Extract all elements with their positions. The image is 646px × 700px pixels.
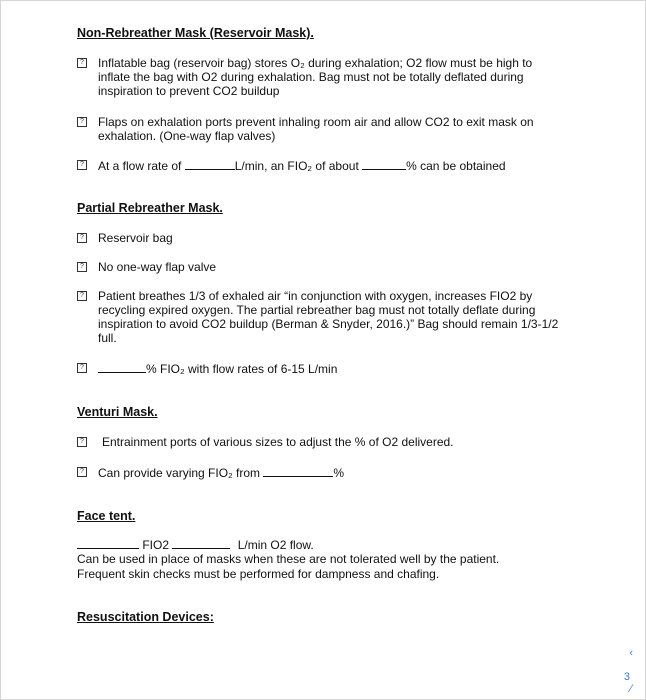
fill-in-blank[interactable] [263,465,333,477]
facetent-heading: Face tent. [77,509,136,523]
bullet-icon: ? [77,58,87,68]
slash-icon: ∕ [630,683,632,695]
list-item [77,289,567,345]
bullet-icon: ? [77,262,87,272]
bullet-icon: ? [77,160,87,170]
list-item [77,465,567,480]
item-text [98,465,567,480]
list-item [77,158,567,173]
fill-in-blank[interactable] [172,537,230,549]
item-text: Reservoir bag [98,231,173,245]
facetent-line: Can be used in place of masks when these are not tolerated well by the patient. [77,552,500,566]
list-item [77,231,567,245]
list-item [77,115,567,143]
bullet-icon: ? [77,117,87,127]
item-text: Entrainment ports of various sizes to adjust the % of O2 delivered. [102,435,454,449]
item-text: Inflatable bag (reservoir bag) stores O₂ during exhalation; O2 flow must be high to inflate the bag with O2 during exhalation. Bag must not be totally deflated during inspiration to prevent CO2 buildup [98,56,533,98]
bullet-icon: ? [77,233,87,243]
item-text: Patient breathes 1/3 of exhaled air “in conjunction with oxygen, increases FIO2 by recycling expired oxygen. The partial rebreather bag must not totally deflate during inspiration to avoid CO2 buildup (Berman & Snyder, 2016.)” Bag should remain 1/3-1/2 full. [98,289,559,345]
bullet-icon: ? [77,467,87,477]
bullet-icon: ? [77,437,87,447]
nonrebreather-heading: Non-Rebreather Mask (Reservoir Mask). [77,26,314,40]
item-text-part: % can be obtained [406,159,506,173]
item-text-part: FIO2 [142,538,170,552]
facetent-line: Frequent skin checks must be performed for dampness and chafing. [77,567,440,581]
partial-heading: Partial Rebreather Mask. [77,201,223,215]
item-text-part: L/min O2 flow. [237,538,314,552]
resuscitation-heading: Resuscitation Devices: [77,610,214,624]
item-text [98,158,567,173]
item-text: No one-way flap valve [98,260,217,274]
page-number: 3 [623,671,630,683]
facetent-line [77,537,314,553]
item-text: Flaps on exhalation ports prevent inhaling room air and allow CO2 to exit mask on exhalation. (One-way flap valves) [98,115,534,143]
list-item [77,56,567,98]
fill-in-blank[interactable] [77,537,139,549]
venturi-heading: Venturi Mask. [77,405,158,419]
list-item [77,435,567,449]
item-text [98,361,567,376]
fill-in-blank[interactable] [185,158,235,170]
list-item [77,260,567,274]
item-text-part: At a flow rate of [98,159,182,173]
item-text-part: Can provide varying FIO₂ from [98,466,261,480]
bullet-icon: ? [77,291,87,301]
item-text-part: % [333,466,345,480]
fill-in-blank[interactable] [98,361,146,373]
chevron-left-icon[interactable]: ‹ [629,647,633,659]
list-item [77,361,567,376]
item-text-part: % FIO₂ with flow rates of 6-15 L/min [146,362,338,376]
fill-in-blank[interactable] [362,158,406,170]
item-text-part: L/min, an FIO₂ of about [234,159,359,173]
bullet-icon: ? [77,363,87,373]
